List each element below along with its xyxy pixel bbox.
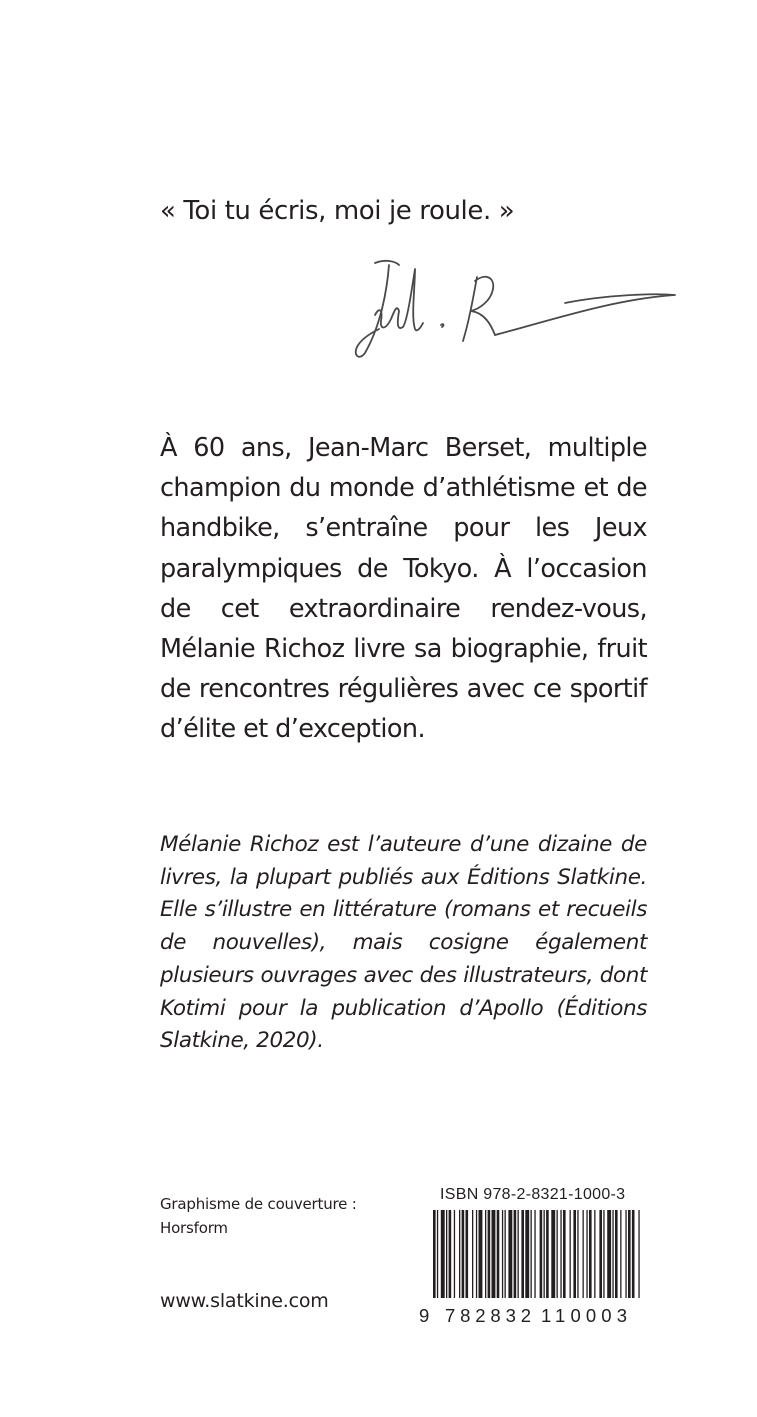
barcode-bar (615, 1210, 618, 1298)
barcode-bar (518, 1210, 519, 1298)
barcode-digits-right: 110003 (541, 1305, 627, 1326)
barcode-bar (476, 1210, 477, 1298)
barcode-bar (544, 1210, 545, 1298)
barcode-bar (583, 1210, 584, 1298)
barcode-bar (625, 1210, 626, 1298)
barcode-bar (586, 1210, 587, 1298)
barcode-bar (459, 1210, 460, 1298)
barcode-bar (521, 1210, 524, 1298)
barcode-bar (594, 1210, 595, 1298)
barcode-bar (563, 1210, 566, 1298)
barcode-bar (446, 1210, 447, 1298)
barcode-bar (589, 1210, 592, 1298)
barcode-bar (620, 1210, 621, 1298)
barcode-bar (454, 1210, 455, 1298)
barcode-bar (540, 1210, 543, 1298)
barcode-bar (560, 1210, 561, 1298)
barcode-bar (466, 1210, 469, 1298)
barcode-bar (502, 1210, 503, 1298)
barcode-bar (525, 1210, 529, 1298)
barcode-bar (570, 1210, 571, 1298)
barcode-bar (472, 1210, 473, 1298)
barcode-bar (612, 1210, 613, 1298)
barcode-bar (462, 1210, 465, 1298)
signature-image (345, 255, 685, 365)
barcode-bar (488, 1210, 491, 1298)
book-summary: À 60 ans, Jean-Marc Berset, multiple champion du monde d’athlétisme et de handbike, s’entraîne pour les Jeux paralympiques de Tokyo. À l’occasion de cet extraordinaire rendez-vous, Mélanie Richoz livre sa biographie, fruit de rencontres régulières avec ce sportif d’élite et d’exception. (160, 433, 647, 745)
barcode-bar (607, 1210, 611, 1298)
barcode-digits-left: 782832 (445, 1305, 531, 1326)
barcode-bar (441, 1210, 445, 1298)
isbn-label: ISBN 978-2-8321-1000-3 (440, 1186, 626, 1203)
barcode-bar (557, 1210, 558, 1298)
cover-design-credit (160, 1192, 357, 1240)
cover-designer-name: Horsform (160, 1219, 228, 1237)
barcode-digit-lead: 9 (419, 1305, 430, 1326)
barcode-bar (505, 1210, 506, 1298)
author-bio: Mélanie Richoz est l’auteure d’une dizaine de livres, la plupart publiés aux Éditions Slatkine. Elle s’illustre en littérature (romans et recueils de nouvelles), mais cosigne également plusieurs ouvrages avec des illustrateurs, dont Kotimi pour la publication d’Apollo (Éditions Slatkine, 2020). (160, 832, 647, 1054)
barcode-bar (628, 1210, 631, 1298)
barcode-bar (492, 1210, 496, 1298)
barcode-bar (603, 1210, 604, 1298)
barcode-bar (546, 1210, 549, 1298)
cover-design-label: Graphisme de couverture : (160, 1195, 357, 1213)
barcode-bar (632, 1210, 635, 1298)
barcode-bar (449, 1210, 452, 1298)
barcode-bar (485, 1210, 486, 1298)
barcode-bar (514, 1210, 517, 1298)
barcode-bar (497, 1210, 500, 1298)
barcode-bar (599, 1210, 602, 1298)
barcode-bar (577, 1210, 578, 1298)
barcode-bar (508, 1210, 512, 1298)
barcode-bar (551, 1210, 555, 1298)
back-cover-quote: « Toi tu écris, moi je roule. » (160, 196, 515, 226)
barcode-bar (479, 1210, 483, 1298)
barcode-bar (573, 1210, 576, 1298)
publisher-website: www.slatkine.com (160, 1290, 329, 1312)
isbn-barcode (415, 1208, 645, 1326)
